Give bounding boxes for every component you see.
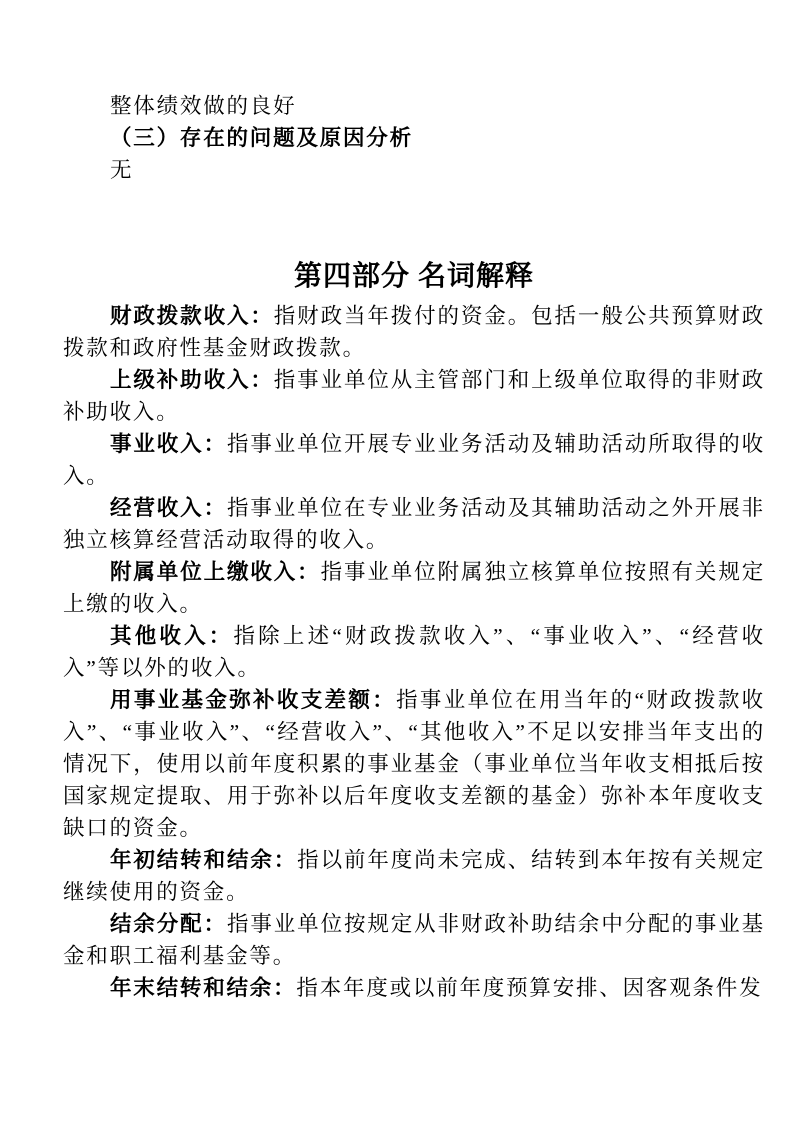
glossary-term: 上级补助收入： [110,368,274,392]
glossary-term: 年初结转和结余： [110,848,298,872]
intro-subheading: （三）存在的问题及原因分析 [110,126,413,150]
glossary-term: 财政拨款收入： [110,304,274,328]
glossary-paragraph [63,684,765,844]
glossary-paragraph [63,556,765,620]
glossary-term: 结余分配： [110,912,227,936]
document-content [63,90,765,1004]
glossary-definition: 指除上述“财政拨款收入”、“事业收入”、“经营收入”等以外的收入。 [63,624,765,680]
glossary-paragraph [63,428,765,492]
glossary-paragraph [63,972,765,1004]
glossary-term: 年末结转和结余： [110,976,297,1000]
glossary-definition: 指以前年度尚未完成、结转到本年按有关规定继续使用的资金。 [63,848,765,904]
glossary-definition: 指事业单位开展专业业务活动及辅助活动所取得的收入。 [63,432,765,488]
glossary-paragraph [63,908,765,972]
glossary-term: 用事业基金弥补收支差额： [110,688,397,712]
glossary-term: 经营收入： [110,496,227,520]
glossary-paragraph [63,844,765,908]
glossary-paragraph [63,492,765,556]
glossary-definition: 指本年度或以前年度预算安排、因客观条件发 [296,976,763,1000]
glossary-definition: 指事业单位从主管部门和上级单位取得的非财政补助收入。 [63,368,765,424]
intro-line: 无 [110,158,134,182]
glossary-paragraph [63,300,765,364]
glossary-term: 事业收入： [110,432,227,456]
glossary-paragraph [63,620,765,684]
glossary-term: 其他收入： [110,624,234,648]
glossary-definition: 指事业单位在用当年的“财政拨款收入”、“事业收入”、“经营收入”、“其他收入”不足以安排当年支出的情况下，使用以前年度积累的事业基金（事业单位当年收支相抵后按国家规定提取、用于弥补以后年度收支差额的基金）弥补本年度收支缺口的资金。 [63,688,765,840]
glossary-definition: 指事业单位按规定从非财政补助结余中分配的事业基金和职工福利基金等。 [63,912,765,968]
glossary-definition: 指事业单位在专业业务活动及其辅助活动之外开展非独立核算经营活动取得的收入。 [63,496,765,552]
section-title: 第四部分 名词解释 [293,261,534,292]
glossary-paragraph [63,364,765,428]
glossary-definition: 指财政当年拨付的资金。包括一般公共预算财政拨款和政府性基金财政拨款。 [63,304,765,360]
intro-line: 整体绩效做的良好 [110,94,297,118]
glossary-definition: 指事业单位附属独立核算单位按照有关规定上缴的收入。 [63,560,766,616]
glossary-term: 附属单位上缴收入： [110,560,321,584]
